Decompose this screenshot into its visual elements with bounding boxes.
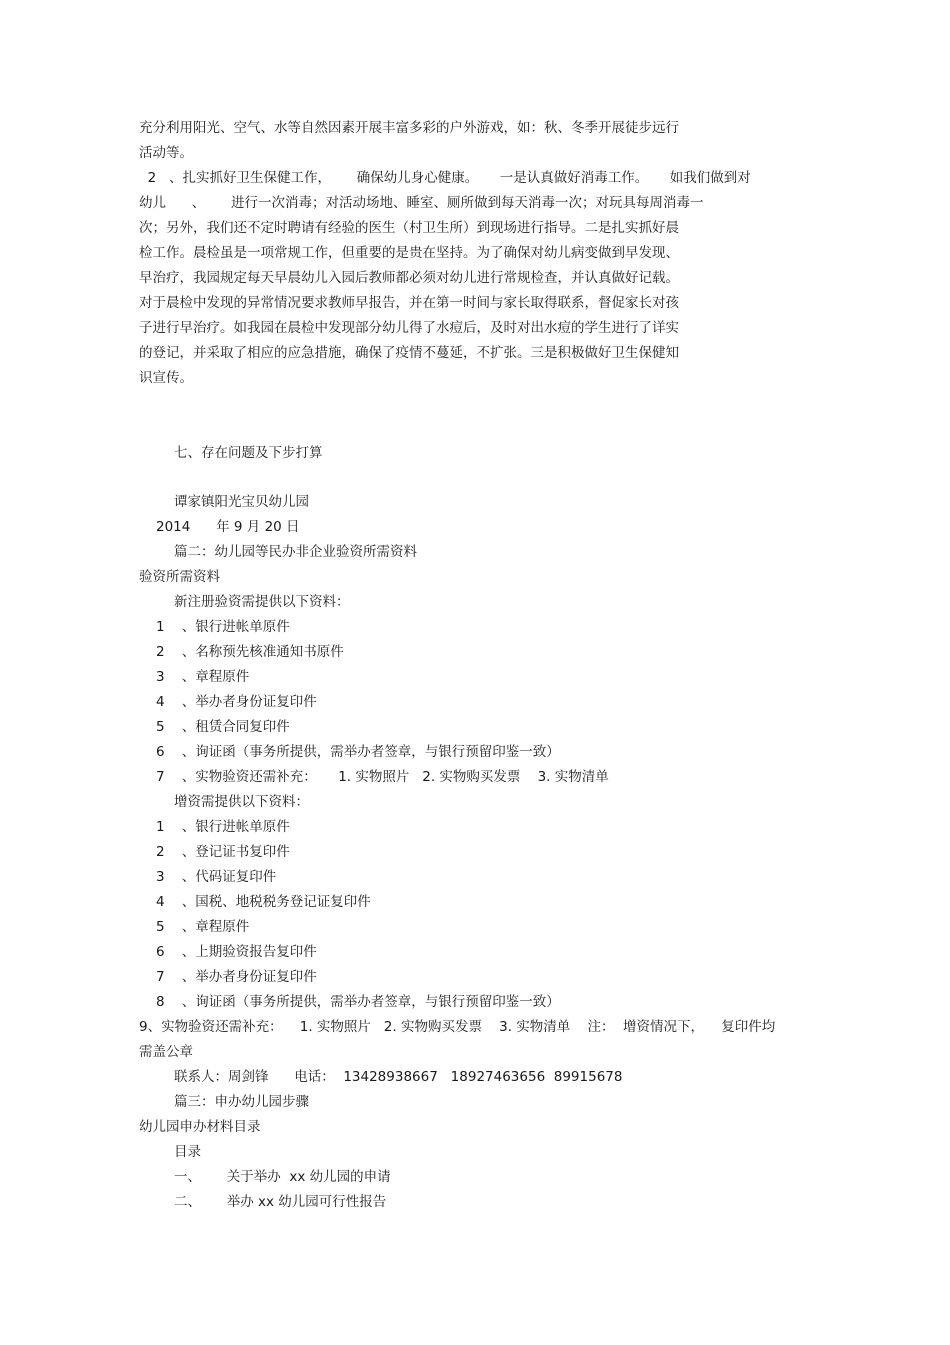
part-title: 篇三：申办幼儿园步骤 bbox=[174, 1094, 309, 1110]
text-line: 次；另外，我们还不定时聘请有经验的医生（村卫生所）到现场进行指导。二是扎实抓好晨 bbox=[139, 220, 679, 236]
text-line: 2 、扎实抓好卫生保健工作， 确保幼儿身心健康。 一是认真做好消毒工作。 如我们做到对 bbox=[139, 170, 751, 186]
list-item: 7 、实物验资还需补充： 1. 实物照片 2. 实物购买发票 3. 实物清单 bbox=[156, 769, 609, 785]
text-line: 识宣传。 bbox=[139, 370, 193, 386]
text-line: 子进行早治疗。如我园在晨检中发现部分幼儿得了水痘后，及时对出水痘的学生进行了详实 bbox=[139, 320, 679, 336]
part-title: 篇二：幼儿园等民办非企业验资所需资料 bbox=[174, 544, 417, 560]
list-item: 3 、代码证复印件 bbox=[156, 869, 277, 885]
list-heading: 增资需提供以下资料： bbox=[174, 794, 309, 810]
list-item: 7 、举办者身份证复印件 bbox=[156, 969, 317, 985]
list-item: 4 、国税、地税税务登记证复印件 bbox=[156, 894, 371, 910]
text-line: 检工作。晨检虽是一项常规工作，但重要的是贵在坚持。为了确保对幼儿病变做到早发现、 bbox=[139, 245, 679, 261]
text-line: 早治疗，我园规定每天早晨幼儿入园后教师都必须对幼儿进行常规检查，并认真做好记载。 bbox=[139, 270, 679, 286]
list-item: 5 、租赁合同复印件 bbox=[156, 719, 290, 735]
signature-org: 谭家镇阳光宝贝幼儿园 bbox=[174, 494, 309, 510]
text-line: 需盖公章 bbox=[139, 1044, 193, 1060]
signature-date: 2014 年 9 月 20 日 bbox=[156, 519, 300, 535]
toc-item: 一、 关于举办 xx 幼儿园的申请 bbox=[174, 1169, 391, 1185]
list-heading: 新注册验资需提供以下资料： bbox=[174, 594, 350, 610]
list-item: 9、实物验资还需补充： 1. 实物照片 2. 实物购买发票 3. 实物清单 注： 增资情况下， 复印件均 bbox=[139, 1019, 776, 1035]
text-line: 幼儿 、 进行一次消毒；对活动场地、睡室、厕所做到每天消毒一次；对玩具每周消毒一 bbox=[139, 195, 704, 211]
list-item: 1 、银行进帐单原件 bbox=[156, 819, 290, 835]
list-item: 6 、上期验资报告复印件 bbox=[156, 944, 317, 960]
toc-heading: 目录 bbox=[174, 1144, 201, 1160]
toc-item: 二、 举办 xx 幼儿园可行性报告 bbox=[174, 1194, 387, 1210]
section-heading: 七、存在问题及下步打算 bbox=[174, 445, 323, 461]
contact-line: 联系人：周剑锋 电话： 13428938667 18927463656 89915678 bbox=[174, 1069, 623, 1085]
text-line: 对于晨检中发现的异常情况要求教师早报告，并在第一时间与家长取得联系，督促家长对孩 bbox=[139, 295, 679, 311]
list-item: 4 、举办者身份证复印件 bbox=[156, 694, 317, 710]
list-item: 5 、章程原件 bbox=[156, 919, 250, 935]
list-item: 1 、银行进帐单原件 bbox=[156, 619, 290, 635]
list-item: 2 、名称预先核准通知书原件 bbox=[156, 644, 344, 660]
text-line: 充分利用阳光、空气、水等自然因素开展丰富多彩的户外游戏，如：秋、冬季开展徒步远行 bbox=[139, 120, 679, 136]
text-line: 的登记，并采取了相应的应急措施，确保了疫情不蔓延，不扩张。三是积极做好卫生保健知 bbox=[139, 345, 679, 361]
list-item: 3 、章程原件 bbox=[156, 669, 250, 685]
text-line: 验资所需资料 bbox=[139, 569, 220, 585]
text-line: 活动等。 bbox=[139, 145, 193, 161]
text-line: 幼儿园申办材料目录 bbox=[139, 1119, 261, 1135]
list-item: 6 、询证函（事务所提供，需举办者签章，与银行预留印鉴一致） bbox=[156, 744, 560, 760]
list-item: 2 、登记证书复印件 bbox=[156, 844, 290, 860]
list-item: 8 、询证函（事务所提供，需举办者签章，与银行预留印鉴一致） bbox=[156, 994, 560, 1010]
